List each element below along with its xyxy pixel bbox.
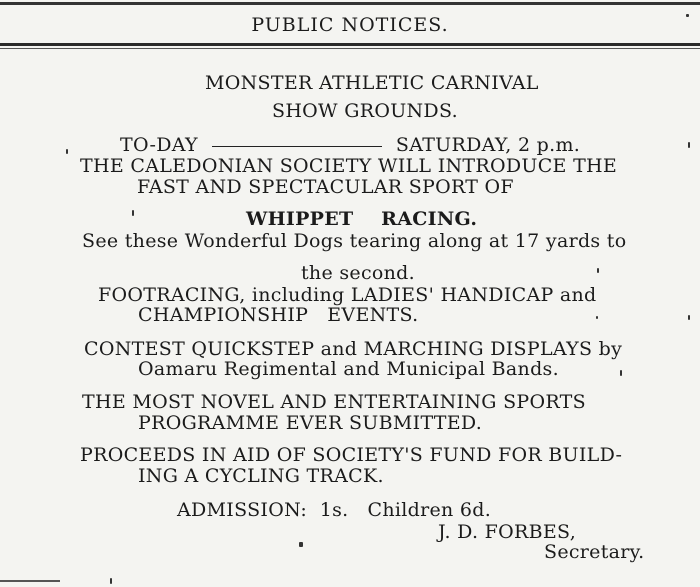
intro-line-2: FAST AND SPECTACULAR SPORT OF	[137, 176, 514, 198]
contest-line-2: Oamaru Regimental and Municipal Bands.	[138, 358, 559, 380]
when-time: SATURDAY, 2 p.m.	[395, 134, 581, 156]
heading-carnival: MONSTER ATHLETIC CARNIVAL	[205, 72, 539, 94]
signer-title: Secretary.	[544, 541, 645, 563]
ink-speck	[597, 268, 599, 273]
ink-speck	[110, 578, 112, 584]
signer-name: J. D. FORBES,	[438, 521, 577, 543]
ink-speck	[596, 316, 598, 319]
ink-speck	[688, 315, 690, 320]
ink-speck	[688, 142, 690, 148]
feature-desc-2: the second.	[301, 262, 415, 284]
feature-desc-1: See these Wonderful Dogs tearing along at 17 yards to	[82, 230, 627, 252]
admission-line: ADMISSION: 1s. Children 6d.	[177, 499, 492, 521]
novel-line-1: THE MOST NOVEL AND ENTERTAINING SPORTS	[82, 391, 586, 413]
section-title: PUBLIC NOTICES.	[251, 14, 449, 36]
intro-line-1: THE CALEDONIAN SOCIETY WILL INTRODUCE THE	[80, 155, 618, 177]
ink-speck	[620, 370, 622, 376]
contest-line-1: CONTEST QUICKSTEP and MARCHING DISPLAYS by	[84, 338, 623, 360]
bottom-rule	[0, 580, 60, 582]
novel-line-2: PROGRAMME EVER SUBMITTED.	[138, 412, 483, 434]
feature-heading: WHIPPET RACING.	[246, 208, 478, 230]
proceeds-line-1: PROCEEDS IN AID OF SOCIETY'S FUND FOR BUILD-	[80, 444, 623, 466]
when-line	[120, 134, 580, 156]
footracing-line-2: CHAMPIONSHIP EVENTS.	[138, 304, 419, 326]
top-rule	[0, 2, 700, 5]
when-day: TO-DAY	[120, 134, 198, 156]
ink-speck	[299, 542, 303, 547]
heading-venue: SHOW GROUNDS.	[272, 100, 458, 122]
ink-speck	[66, 149, 68, 154]
ink-speck	[686, 14, 689, 17]
footracing-line-1: FOOTRACING, including LADIES' HANDICAP and	[98, 284, 597, 306]
header-rule-thin	[0, 48, 700, 49]
header-rule	[0, 43, 700, 46]
proceeds-line-2: ING A CYCLING TRACK.	[138, 465, 384, 487]
dash-rule	[212, 146, 382, 147]
ink-speck	[132, 210, 134, 216]
